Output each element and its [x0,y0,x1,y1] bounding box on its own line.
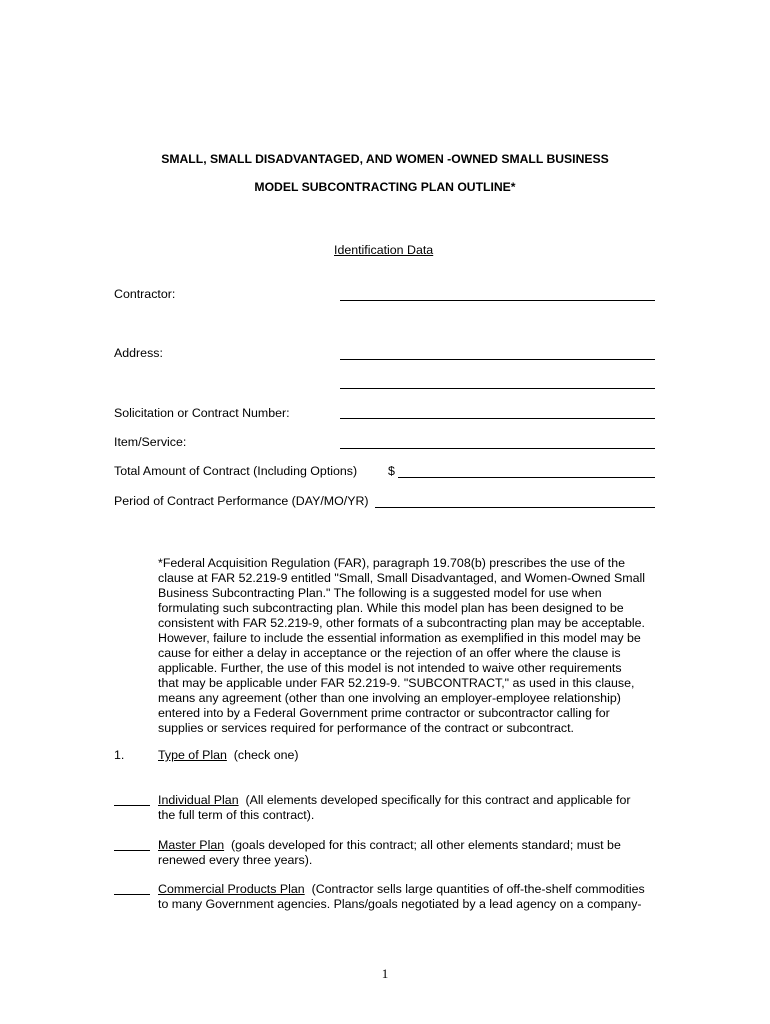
footnote-line: entered into by a Federal Government prime contractor or subcontractor calling for [158,706,610,720]
option-description: (goals developed for this contract; all other elements standard; must be [231,838,621,852]
footnote-line: clause at FAR 52.219-9 entitled "Small, Small Disadvantaged, and Women-Owned Small [158,571,645,585]
item-service-label: Item/Service: [114,435,187,449]
contractor-field[interactable] [340,300,655,301]
master-plan-option [158,838,621,868]
item-service-field[interactable] [340,448,655,449]
address-field-line2[interactable] [340,388,655,389]
solicitation-label: Solicitation or Contract Number: [114,406,290,420]
section-instruction: (check one) [233,748,299,762]
footnote-line: applicable. Further, the use of this model is not intended to waive other requirements [158,661,622,675]
document-title-line1: SMALL, SMALL DISADVANTAGED, AND WOMEN -OWNED SMALL BUSINESS [161,152,609,166]
section-heading [158,748,299,762]
footnote-line: that may be applicable under FAR 52.219-9. "SUBCONTRACT," as used in this clause, [158,676,635,690]
identification-heading: Identification Data [334,243,434,257]
option-name: Commercial Products Plan [158,882,305,896]
far-footnote [158,556,658,736]
footnote-line: However, failure to include the essential information as exemplified in this model may be [158,631,641,645]
commercial-products-plan-checkbox[interactable] [114,894,150,895]
total-amount-field[interactable] [398,477,655,478]
individual-plan-checkbox[interactable] [114,805,150,806]
option-description-cont: the full term of this contract). [158,808,315,822]
page-number: 1 [381,966,389,981]
option-name: Individual Plan [158,793,239,807]
section-title: Type of Plan [158,748,227,762]
solicitation-field[interactable] [340,418,655,419]
option-description: (Contractor sells large quantities of off-the-shelf commodities [311,882,645,896]
footnote-line: formulating such subcontracting plan. While this model plan has been designed to be [158,601,624,615]
period-label: Period of Contract Performance (DAY/MO/YR) [114,494,369,508]
footnote-line: cause for either a delay in acceptance or the rejection of an offer where the clause is [158,646,621,660]
footnote-line: supplies or services required for performance of the contract or subcontract. [158,721,574,735]
footnote-line: means any agreement (other than one involving an employer-employee relationship) [158,691,621,705]
period-field[interactable] [375,507,655,508]
commercial-products-plan-option [158,882,645,912]
section-number: 1. [114,748,125,762]
contractor-label: Contractor: [114,287,176,301]
footnote-line: *Federal Acquisition Regulation (FAR), paragraph 19.708(b) prescribes the use of the [158,556,625,570]
option-name: Master Plan [158,838,225,852]
master-plan-checkbox[interactable] [114,850,150,851]
footnote-line: Business Subcontracting Plan." The following is a suggested model for use when [158,586,602,600]
address-label: Address: [114,346,163,360]
currency-symbol: $ [388,464,395,478]
individual-plan-option [158,793,630,823]
option-description-cont: renewed every three years). [158,853,313,867]
address-field-line1[interactable] [340,359,655,360]
total-amount-label: Total Amount of Contract (Including Options) [114,464,358,478]
footnote-line: consistent with FAR 52.219-9, other formats of a subcontracting plan may be acceptable. [158,616,645,630]
document-title-line2: MODEL SUBCONTRACTING PLAN OUTLINE* [254,180,516,194]
option-description: (All elements developed specifically for this contract and applicable for [245,793,631,807]
option-description-cont: to many Government agencies. Plans/goals negotiated by a lead agency on a company- [158,897,642,911]
